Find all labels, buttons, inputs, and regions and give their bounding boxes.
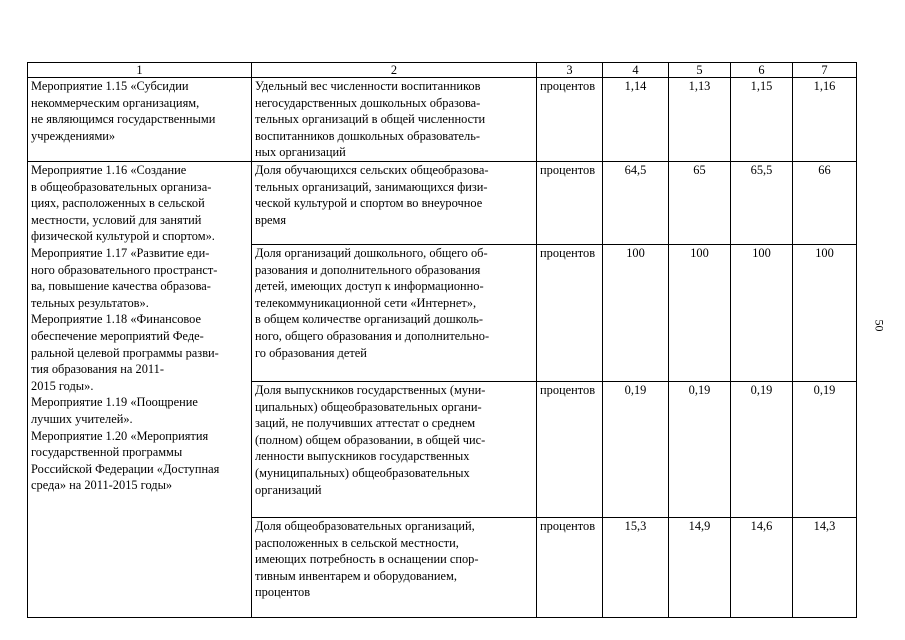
value-cell: 66 <box>793 162 857 245</box>
value-cell: 0,19 <box>731 382 793 518</box>
header-cell: 3 <box>537 63 603 78</box>
value-cell: 65,5 <box>731 162 793 245</box>
value-cell: 0,19 <box>603 382 669 518</box>
page-number: 50 <box>872 319 887 332</box>
indicator-cell: Доля выпускников государственных (муни- ципальных) общеобразовательных органи- заций, не получивших аттестат о среднем (полном) общем образовании, в общей чис- ленности выпускников государственных (муниципальных) общеобразовательных организаций <box>252 382 537 518</box>
indicator-cell: Доля организаций дошкольного, общего об- разования и дополнительного образования детей, имеющих доступ к информационно- телекоммуникационной сети «Интернет», в общем количестве организаций дошколь- ного, общего образования и дополнительно- го образования детей <box>252 245 537 382</box>
measure-cell: Мероприятие 1.15 «Субсидии некоммерческим организациям, не являющимся государственными учреждениями» <box>28 78 252 162</box>
table-header-row <box>28 63 857 78</box>
unit-cell: процентов <box>537 162 603 245</box>
value-cell: 0,19 <box>793 382 857 518</box>
indicators-table <box>27 62 857 618</box>
value-cell: 1,16 <box>793 78 857 162</box>
header-cell: 6 <box>731 63 793 78</box>
table-row <box>28 78 857 162</box>
measure-cell: Мероприятие 1.16 «Создание в общеобразовательных организа- циях, расположенных в сельской местности, условий для занятий физической культурой и спортом». Мероприятие 1.17 «Развитие еди- ного образовательного пространст- ва, повышение качества образова- тельных результатов». Мероприятие 1.18 «Финансовое обеспечение мероприятий Феде- ральной целевой программы разви- тия образования на 2011- 2015 годы». Мероприятие 1.19 «Поощрение лучших учителей». Мероприятие 1.20 «Мероприятия государственной программы Российской Федерации «Доступная среда» на 2011-2015 годы» <box>28 162 252 618</box>
unit-cell: процентов <box>537 518 603 618</box>
indicator-cell: Доля обучающихся сельских общеобразова- тельных организаций, занимающихся физи- ческой культурой и спортом во внеурочное время <box>252 162 537 245</box>
indicator-cell: Доля общеобразовательных организаций, расположенных в сельской местности, имеющих потребность в оснащении спор- тивным инвентарем и оборудованием, процентов <box>252 518 537 618</box>
unit-cell: процентов <box>537 245 603 382</box>
value-cell: 1,15 <box>731 78 793 162</box>
value-cell: 15,3 <box>603 518 669 618</box>
value-cell: 14,3 <box>793 518 857 618</box>
header-cell: 7 <box>793 63 857 78</box>
unit-cell: процентов <box>537 382 603 518</box>
header-cell: 5 <box>669 63 731 78</box>
value-cell: 100 <box>603 245 669 382</box>
value-cell: 14,9 <box>669 518 731 618</box>
value-cell: 64,5 <box>603 162 669 245</box>
value-cell: 1,14 <box>603 78 669 162</box>
table-row <box>28 162 857 245</box>
value-cell: 14,6 <box>731 518 793 618</box>
unit-cell: процентов <box>537 78 603 162</box>
header-cell: 4 <box>603 63 669 78</box>
header-cell: 2 <box>252 63 537 78</box>
value-cell: 100 <box>731 245 793 382</box>
value-cell: 100 <box>669 245 731 382</box>
value-cell: 1,13 <box>669 78 731 162</box>
value-cell: 0,19 <box>669 382 731 518</box>
value-cell: 65 <box>669 162 731 245</box>
indicator-cell: Удельный вес численности воспитанников негосударственных дошкольных образова- тельных организаций в общей численности воспитанников дошкольных образователь- ных организаций <box>252 78 537 162</box>
header-cell: 1 <box>28 63 252 78</box>
value-cell: 100 <box>793 245 857 382</box>
